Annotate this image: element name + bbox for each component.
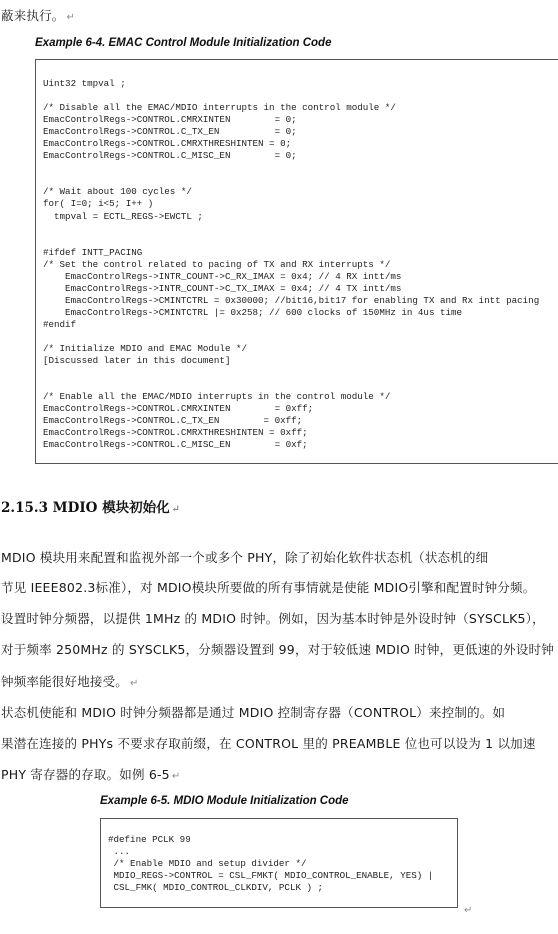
paragraph-mark: ↵ — [171, 504, 180, 515]
paragraph-2-line-3 — [1, 765, 180, 783]
example-6-4-code: Uint32 tmpval ; /* Disable all the EMAC/MDIO interrupts in the control module */ EmacControlRegs->CONTROL.CMRXINTEN = 0; EmacControlRegs->CONTROL.C_TX_EN = 0; EmacControlRegs->CONTROL.CMRXTHRESHINTEN = 0; EmacControlRegs->CONTROL.C_MISC_EN = 0; /* Wait about 100 cycles */ for( I=0; i<5; I++ ) tmpval = ECTL_REGS->EWCTL ; #ifdef INTT_PACING /* Set the control related to pacing of TX and RX interrupts */ EmacControlRegs->INTR_COUNT->C_RX_IMAX = 0x4; // 4 RX intt/ms EmacControlRegs->INTR_COUNT->C_TX_IMAX = 0x4; // 4 TX intt/ms EmacControlRegs->CMINTCTRL = 0x30000; //bit16,bit17 for enabling TX and Rx intt pacing EmacControlRegs->CMINTCTRL |= 0x258; // 600 clocks of 150MHz in 4us time #endif /* Initialize MDIO and EMAC Module */ [Discussed later in this document] /* Enable all the EMAC/MDIO interrupts in the control module */ EmacControlRegs->CONTROL.CMRXINTEN = 0xff; EmacControlRegs->CONTROL.C_TX_EN = 0xff; EmacControlRegs->CONTROL.CMRXTHRESHINTEN = 0xff; EmacControlRegs->CONTROL.C_MISC_EN = 0xf; — [43, 78, 540, 451]
paragraph-mark: ↵ — [171, 771, 181, 782]
example-6-4-code-block — [35, 59, 558, 464]
paragraph-2-line-3-text: PHY 寄存器的存取。如例 6-5 — [1, 767, 170, 782]
paragraph-1-line-3: 设置时钟分频器，以提供 1MHz 的 MDIO 时钟。例如，因为基本时钟是外设时钟（SYSCLK5）， — [1, 611, 545, 626]
paragraph-1-line-2: 节见 IEEE802.3标准），对 MDIO模块所要做的所有事情就是使能 MDIO引擎和配置时钟分频。 — [1, 580, 536, 595]
paragraph-mark: ↵ — [130, 678, 139, 689]
example-6-5-code-block — [100, 818, 458, 908]
paragraph-2-line-1: 状态机使能和 MDIO 时钟分频器都是通过 MDIO 控制寄存器（CONTROL）来控制的。如 — [1, 705, 506, 720]
intro-text-content: 蔽来执行。 — [1, 8, 65, 23]
paragraph-1-line-4: 对于频率 250MHz 的 SYSCLK5，分频器设置到 99，对于较低速 MDIO 时钟，更低速的外设时钟 — [1, 642, 554, 657]
paragraph-mark: ↵ — [66, 12, 76, 23]
section-heading — [1, 496, 180, 516]
paragraph-1-line-1: MDIO 模块用来配置和监视外部一个或多个 PHY，除了初始化软件状态机（状态机的细 — [1, 550, 489, 565]
paragraph-mark: ↵ — [464, 905, 473, 916]
example-6-5-caption: Example 6-5. MDIO Module Initialization Code — [100, 795, 349, 807]
paragraph-1-line-5 — [1, 672, 139, 690]
intro-text — [1, 6, 75, 24]
paragraph-1-line-5-text: 钟频率能很好地接受。 — [1, 674, 129, 689]
paragraph-2-line-2: 果潜在连接的 PHYs 不要求存取前缀，在 CONTROL 里的 PREAMBLE 位也可以设为 1 以加速 — [1, 736, 536, 751]
example-6-5-code: #define PCLK 99 ... /* Enable MDIO and setup divider */ MDIO_REGS->CONTROL = CSL_FMKT( MDIO_CONTROL_ENABLE, YES) | CSL_FMK( MDIO_CONTROL_CLKDIV, PCLK ) ; — [108, 834, 434, 894]
section-heading-text: 2.15.3 MDIO 模块初始化 — [1, 500, 170, 516]
example-6-4-caption: Example 6-4. EMAC Control Module Initialization Code — [35, 37, 332, 49]
paragraph-mark-end — [462, 898, 472, 917]
